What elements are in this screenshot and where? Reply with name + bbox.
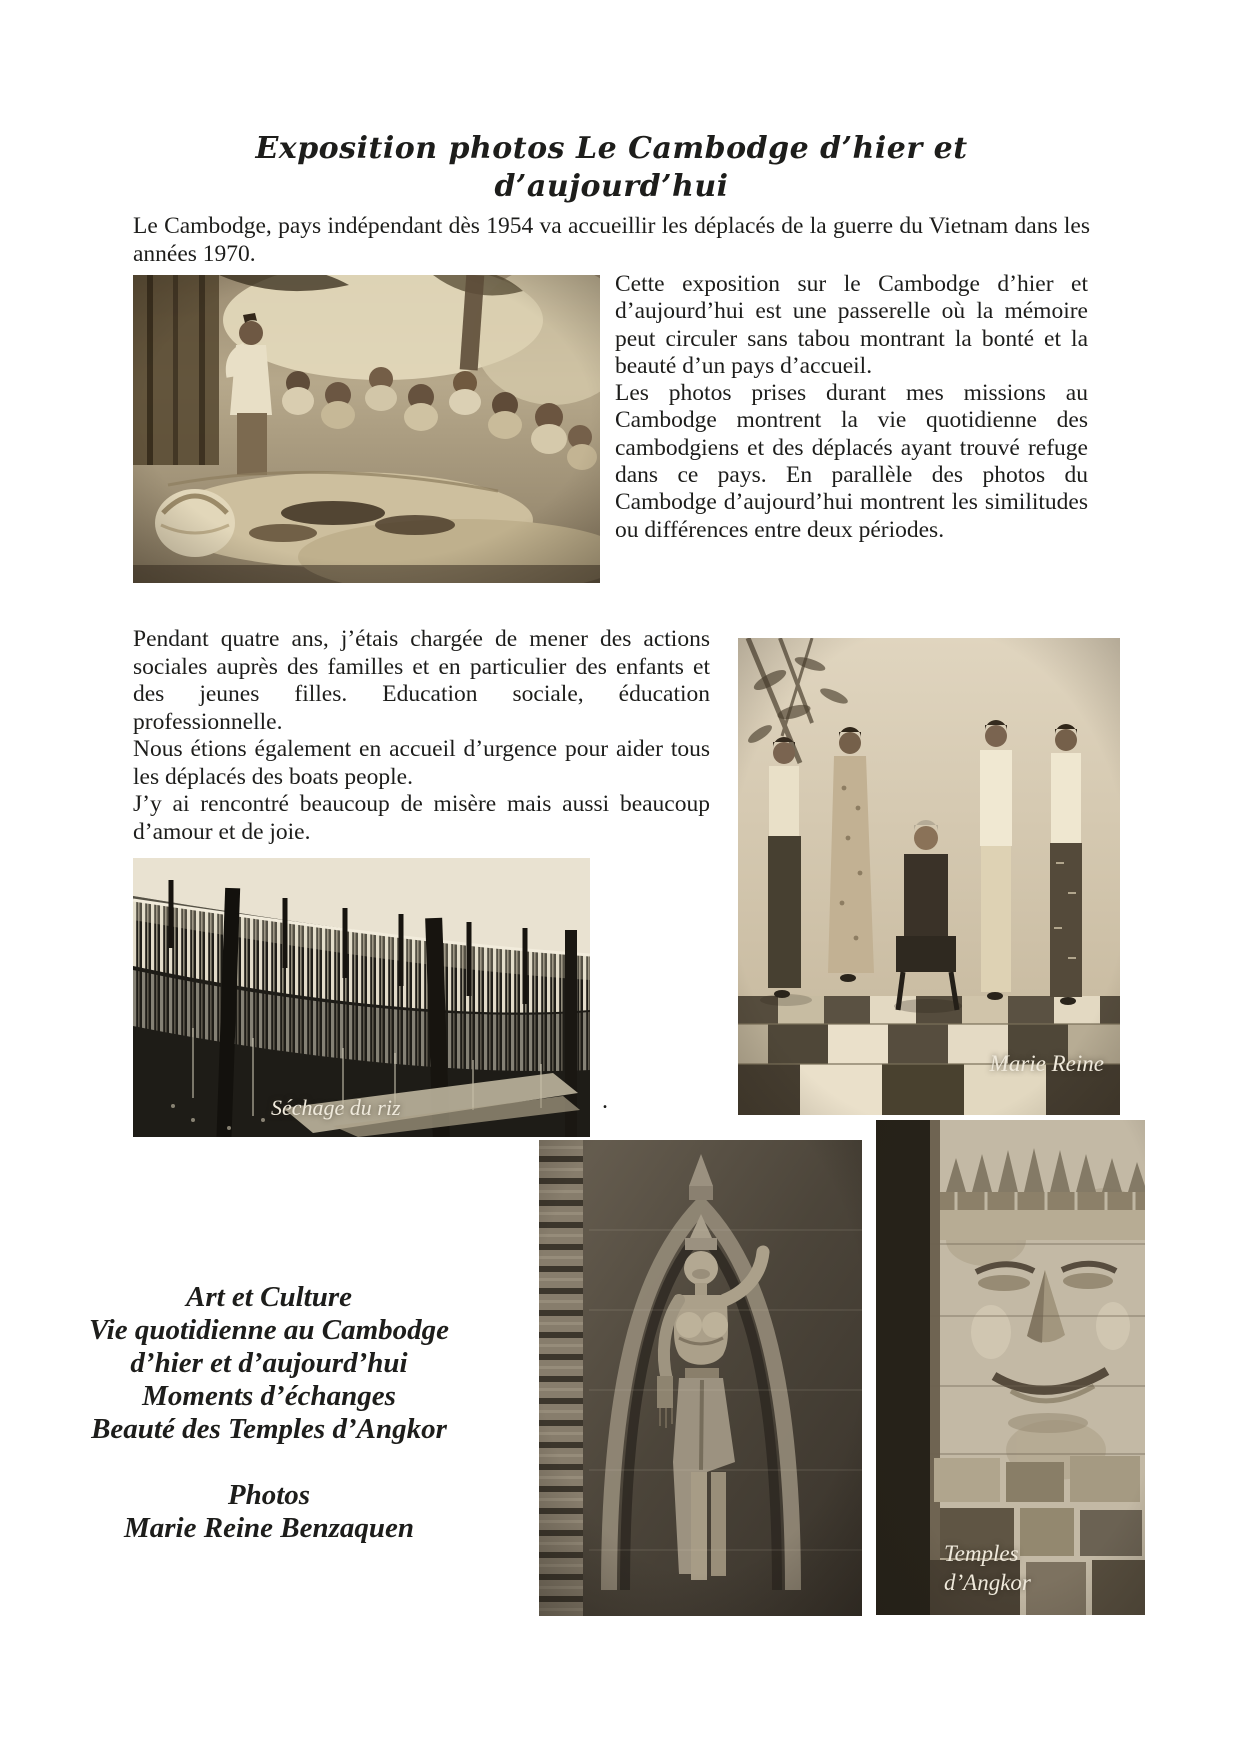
photo-children <box>133 275 600 583</box>
mission-paragraph-1: Pendant quatre ans, j’étais chargée de mener des actions sociales auprès des familles et en particulier des enfants et des jeunes filles. Education sociale, éducation professionnelle. <box>133 626 710 735</box>
theme-line-moments-echanges: Moments d’échanges <box>142 1380 396 1412</box>
caption-temples-line1: Temples <box>944 1541 1019 1566</box>
themes-block <box>64 1281 474 1545</box>
intro-text: Le Cambodge, pays indépendant dès 1954 va accueillir les déplacés de la guerre du Vietnam dans les années 1970. <box>133 213 1090 267</box>
theme-line-art-et-culture: Art et Culture <box>186 1281 352 1313</box>
photo-apsara-statue <box>539 1140 862 1616</box>
photo-rice-drying <box>133 858 590 1137</box>
intro-paragraph <box>133 213 1090 268</box>
caption-marie-reine: Marie Reine <box>989 1051 1104 1076</box>
theme-line-hier-aujourdhui: d’hier et d’aujourd’hui <box>130 1347 408 1379</box>
page-title: Exposition photos Le Cambodge d’hier et d’aujourd’hui <box>255 131 968 204</box>
exposition-text-column <box>615 271 1088 544</box>
photo-bayon-face <box>876 1120 1145 1615</box>
statue-photo-illustration <box>539 1140 862 1616</box>
themes-spacer <box>64 1446 474 1479</box>
photographer-name: Marie Reine Benzaquen <box>123 1512 415 1544</box>
group-photo-illustration <box>738 638 1120 1115</box>
caption-sechage-du-riz: Séchage du riz <box>271 1095 401 1120</box>
mission-paragraph-3: J’y ai rencontré beaucoup de misère mais aussi beaucoup d’amour et de joie. <box>133 791 710 845</box>
paragraph-exposition: Cette exposition sur le Cambodge d’hier et d’aujourd’hui est une passerelle où la mémoire peut circuler sans tabou montrant la bonté et la beauté d’un pays d’accueil. <box>615 271 1088 379</box>
stray-period: . <box>602 1088 608 1114</box>
caption-temples-line2: d’Angkor <box>944 1570 1031 1595</box>
theme-line-vie-quotidienne: Vie quotidienne au Cambodge <box>88 1314 450 1346</box>
theme-line-beaute-temples: Beauté des Temples d’Angkor <box>91 1413 447 1445</box>
paragraph-photos-missions: Les photos prises durant mes missions au Cambodge montrent la vie quotidienne des cambodgiens et des déplacés ayant trouvé refuge dans ce pays. En parallèle des photos du Cambodge d’aujourd’hui montrent les similitudes ou différences entre deux périodes. <box>615 380 1088 543</box>
photo-group-marie-reine <box>738 638 1120 1115</box>
caption-temples <box>944 1539 1031 1597</box>
photos-label: Photos <box>227 1479 311 1511</box>
children-photo-illustration <box>133 275 600 583</box>
mission-text-block <box>133 626 710 846</box>
mission-paragraph-2: Nous étions également en accueil d’urgence pour aider tous les déplacés des boats people. <box>133 736 710 790</box>
